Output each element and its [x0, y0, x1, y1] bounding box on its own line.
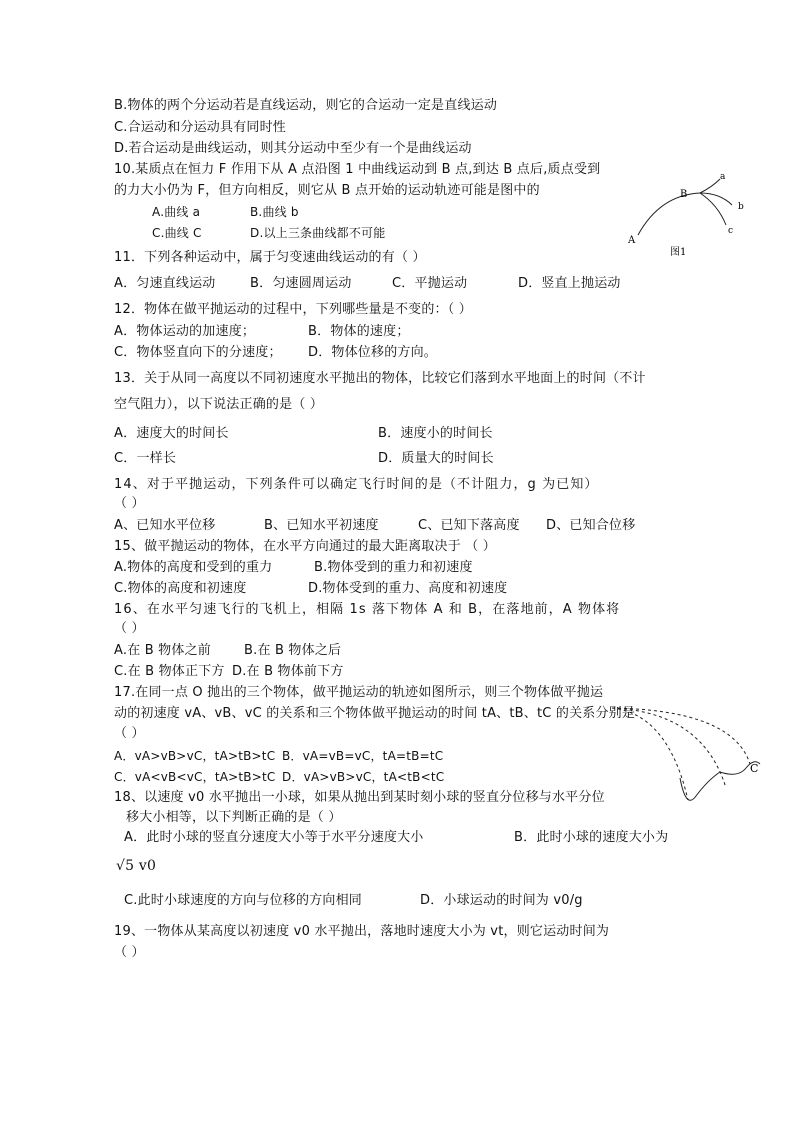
q17-option-d: D．vA>vB>vC，tA<tB<tC: [282, 770, 445, 784]
q17-stem-line1: 17.在同一点 O 抛出的三个物体，做平抛运动的轨迹如图所示，则三个物体做平抛运: [114, 685, 604, 700]
curve-b: [700, 193, 732, 205]
q10-option-c: C.曲线 C: [152, 226, 202, 240]
label-c-trajectory: C: [750, 762, 759, 775]
q19-stem-line2: （ ）: [114, 945, 145, 960]
q14-option-b: B、已知水平初速度: [264, 518, 379, 533]
q11-option-d: D．竖直上抛运动: [518, 276, 621, 291]
q10-option-d: D.以上三条曲线都不可能: [250, 226, 386, 240]
q9-option-c: C.合运动和分运动具有同时性: [114, 120, 287, 135]
q18-option-d: D．小球运动的时间为 v0/g: [420, 893, 583, 908]
q18-option-b: B．此时小球的速度大小为: [514, 830, 669, 845]
q18-option-a: A．此时小球的竖直分速度大小等于水平分速度大小: [124, 830, 424, 845]
q15-stem: 15、做平抛运动的物体，在水平方向通过的最大距离取决于 （ ）: [114, 539, 497, 554]
q9-option-d: D.若合运动是曲线运动，则其分运动中至少有一个是曲线运动: [114, 141, 472, 156]
figure-1: [620, 165, 770, 260]
q13-stem-line2: 空气阻力），以下说法正确的是（ ）: [114, 397, 324, 412]
q10-stem-line1: 10.某质点在恒力 F 作用下从 A 点沿图 1 中曲线运动到 B 点,到达 B 点后,质点受到: [114, 162, 601, 177]
q11-option-b: B．匀速圆周运动: [250, 276, 352, 291]
q15-option-c: C.物体的高度和初速度: [114, 581, 247, 596]
q16-option-a: A.在 B 物体之前: [114, 643, 211, 658]
q12-stem: 12．物体在做平抛运动的过程中，下列哪些量是不变的：（ ）: [114, 302, 472, 317]
q18-stem-line2: 移大小相等，以下判断正确的是（ ）: [126, 810, 342, 825]
q14-option-d: D、已知合位移: [546, 518, 636, 533]
figure-caption: 图1: [670, 247, 687, 258]
q18-stem-line1: 18、以速度 v0 水平抛出一小球，如果从抛出到某时刻小球的竖直分位移与水平分位: [114, 790, 605, 805]
q14-stem-line2: （ ）: [114, 496, 145, 511]
q11-stem: 11．下列各种运动中，属于匀变速曲线运动的有（ ）: [114, 250, 426, 265]
q13-option-c: C．一样长: [114, 451, 177, 466]
q13-option-d: D．质量大的时间长: [378, 451, 494, 466]
q12-option-a: A．物体运动的加速度；: [114, 324, 256, 339]
figure-trajectories: [608, 700, 770, 808]
q13-stem-line1: 13．关于从同一高度以不同初速度水平抛出的物体，比较它们落到水平地面上的时间（不计: [114, 371, 646, 386]
ground-line: [680, 762, 760, 801]
q13-option-a: A．速度大的时间长: [114, 426, 229, 441]
q17-stem-line2: 动的初速度 vA、vB、vC 的关系和三个物体做平抛运动的时间 tA、tB、tC 的关系分别是: [114, 706, 636, 721]
label-curve-a: a: [720, 172, 726, 182]
q11-option-a: A．匀速直线运动: [114, 276, 216, 291]
q17-option-c: C．vA<vB<vC，tA>tB>tC: [114, 770, 276, 784]
q17-option-b: B．vA=vB=vC，tA=tB=tC: [282, 749, 444, 763]
label-curve-c: c: [728, 226, 734, 236]
q18-option-c: C.此时小球速度的方向与位移的方向相同: [124, 893, 363, 908]
curve-a: [700, 179, 720, 193]
q15-option-d: D.物体受到的重力、高度和初速度: [308, 581, 508, 596]
q9-option-b: B.物体的两个分运动若是直线运动，则它的合运动一定是直线运动: [114, 98, 498, 113]
q18-option-b-value: √5 v0: [116, 858, 157, 874]
q16-option-b: B.在 B 物体之后: [244, 643, 342, 658]
q10-option-a: A.曲线 a: [152, 205, 201, 219]
curve-a-to-b: [638, 193, 700, 235]
q12-option-d: D．物体位移的方向。: [308, 345, 438, 360]
q16-stem-line2: （ ）: [114, 621, 145, 636]
label-b-point: B: [680, 189, 688, 200]
q10-stem-line2: 的力大小仍为 F，但方向相反，则它从 B 点开始的运动轨迹可能是图中的: [114, 183, 540, 198]
q17-stem-line3: （ ）: [114, 726, 145, 741]
q16-stem-line1: 16、在水平匀速飞行的飞机上，相隔 1s 落下物体 A 和 B，在落地前，A 物体将: [114, 602, 621, 617]
q11-option-c: C．平抛运动: [392, 276, 468, 291]
q13-option-b: B．速度小的时间长: [378, 426, 493, 441]
q14-stem-line1: 14、对于平抛运动，下列条件可以确定飞行时间的是（不计阻力，g 为已知）: [114, 477, 599, 492]
label-curve-b: b: [738, 202, 744, 212]
q14-option-a: A、已知水平位移: [114, 518, 216, 533]
q16-option-d: D.在 B 物体前下方: [232, 664, 344, 679]
q15-option-a: A.物体的高度和受到的重力: [114, 560, 273, 575]
q19-stem-line1: 19、一物体从某高度以初速度 v0 水平抛出，落地时速度大小为 vt，则它运动时间为: [114, 924, 610, 939]
q14-option-c: C、已知下落高度: [418, 518, 520, 533]
trajectory-a: [612, 708, 688, 800]
q15-option-b: B.物体受到的重力和初速度: [314, 560, 473, 575]
q16-option-c: C.在 B 物体正下方: [114, 664, 225, 679]
trajectory-c: [612, 708, 750, 764]
q10-option-b: B.曲线 b: [250, 205, 299, 219]
q12-option-c: C．物体竖直向下的分速度；: [114, 345, 282, 360]
label-a-point: A: [628, 235, 636, 246]
q12-option-b: B．物体的速度；: [308, 324, 410, 339]
q17-option-a: A．vA>vB>vC，tA>tB>tC: [114, 749, 276, 763]
